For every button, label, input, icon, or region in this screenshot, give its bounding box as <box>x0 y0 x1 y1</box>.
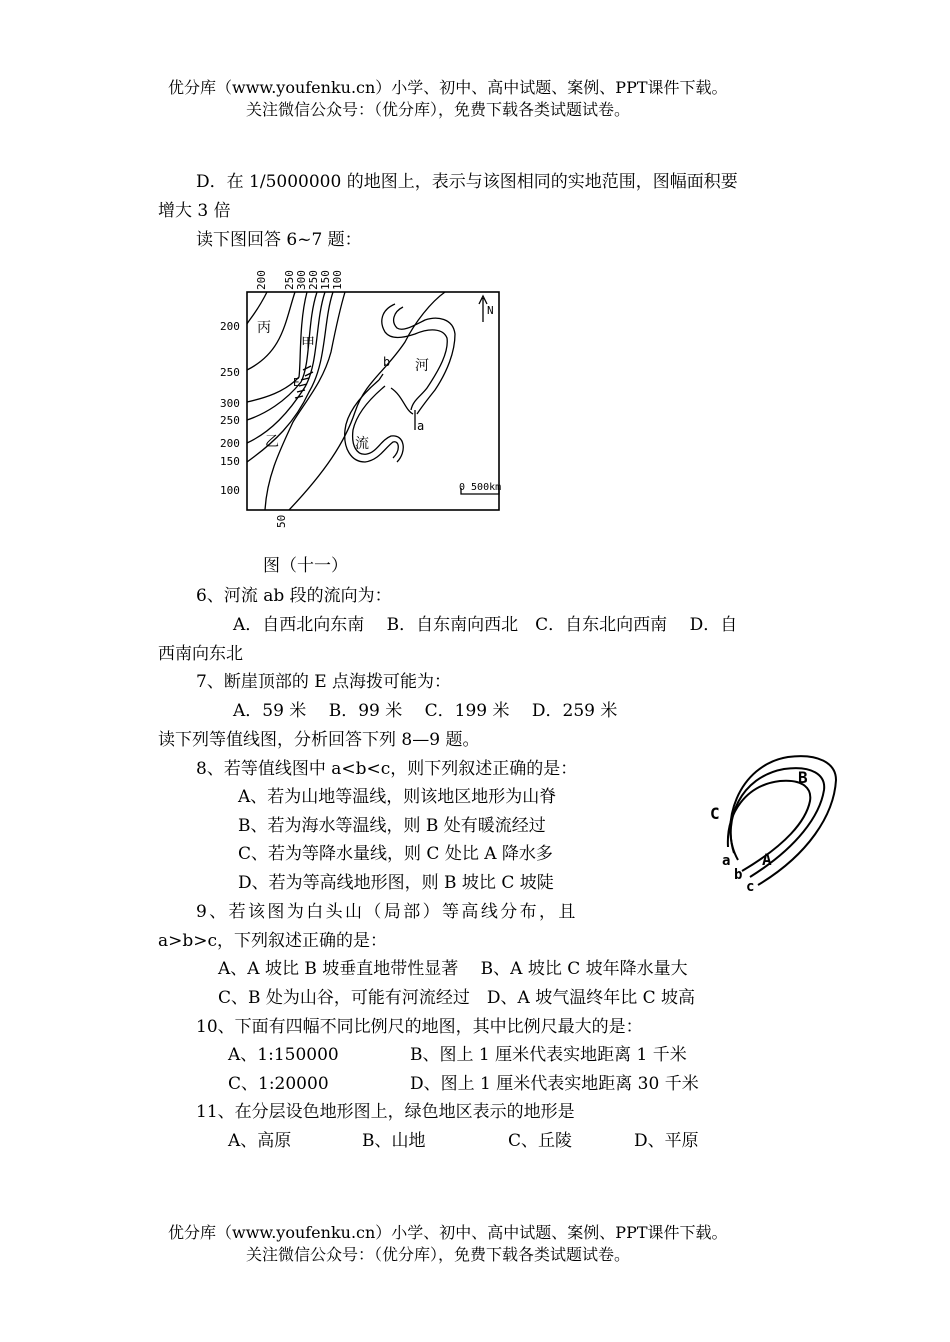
topographic-map-figure <box>215 262 525 532</box>
q10-stem: 10、下面有四幅不同比例尺的地图，其中比例尺最大的是： <box>196 1017 643 1037</box>
label-C: C <box>710 804 720 823</box>
river-label-he: 河 <box>415 358 429 374</box>
north-label: N <box>487 304 494 317</box>
place-jia: 甲 <box>301 336 315 352</box>
q6-options: A．自西北向东南 B．自东南向西北 C．自东北向西南 D．自 <box>233 615 738 635</box>
place-yi: 乙 <box>265 434 279 450</box>
q9-stem-line2: a>b>c，下列叙述正确的是： <box>158 931 388 951</box>
q5-option-d-line1: D．在 1/5000000 的地图上，表示与该图相同的实地范围，图幅面积要 <box>196 172 738 192</box>
isolines <box>728 756 836 885</box>
river-bank-1 <box>382 304 447 410</box>
q5-option-d-line2: 增大 3 倍 <box>158 201 231 221</box>
line-label-b: b <box>734 867 743 883</box>
line-label-a: a <box>722 853 731 869</box>
left-label-5: 200 <box>220 437 240 450</box>
contour-50 <box>289 292 445 510</box>
header-line-1: 优分库（www.youfenku.cn）小学、初中、高中试题、案例、PPT课件下载。 <box>168 78 728 97</box>
map-top-labels <box>255 270 344 290</box>
q11-option-d: D、平原 <box>634 1131 699 1151</box>
q10-option-a: A、1:150000 <box>228 1045 339 1065</box>
north-arrow <box>479 296 487 322</box>
q6-stem: 6、河流 ab 段的流向为： <box>196 586 392 606</box>
read-8-9-instruction: 读下列等值线图，分析回答下列 8—9 题。 <box>158 730 480 750</box>
river-label-liu: 流 <box>355 436 369 452</box>
q11-option-b: B、山地 <box>362 1131 426 1151</box>
q8-option-b: B、若为海水等温线，则 B 处有暖流经过 <box>238 816 546 836</box>
q8-stem: 8、若等值线图中 a<b<c，则下列叙述正确的是： <box>196 759 578 779</box>
top-label-4: 250 <box>307 270 320 290</box>
q11-stem: 11、在分层设色地形图上，绿色地区表示的地形是 <box>196 1102 575 1122</box>
place-bing: 丙 <box>257 320 271 336</box>
map-contours <box>247 292 502 510</box>
q10-option-c: C、1:20000 <box>228 1074 329 1094</box>
footer-line-1: 优分库（www.youfenku.cn）小学、初中、高中试题、案例、PPT课件下载。 <box>168 1223 728 1242</box>
left-label-4: 250 <box>220 414 240 427</box>
q6-options-cont: 西南向东北 <box>158 644 243 664</box>
left-label-6: 150 <box>220 455 240 468</box>
read-6-7-instruction: 读下图回答 6~7 题： <box>196 230 362 250</box>
q7-options: A．59 米 B．99 米 C．199 米 D．259 米 <box>233 701 618 721</box>
top-label-5: 150 <box>319 270 332 290</box>
label-A: A <box>762 850 772 869</box>
point-E-label: E <box>293 376 300 389</box>
q7-stem: 7、断崖顶部的 E 点海拨可能为： <box>196 672 452 692</box>
top-label-6: 100 <box>331 270 344 290</box>
q8-option-a: A、若为山地等温线，则该地区地形为山脊 <box>238 787 557 807</box>
q11-option-a: A、高原 <box>228 1131 292 1151</box>
q10-option-b: B、图上 1 厘米代表实地距离 1 千米 <box>410 1045 687 1065</box>
q9-stem-line1: 9、若该图为白头山（局部）等高线分布，且 <box>196 902 578 922</box>
scale-label: 0 500km <box>459 482 502 493</box>
left-label-2: 250 <box>220 366 240 379</box>
left-label-1: 200 <box>220 320 240 333</box>
q8-option-c: C、若为等降水量线，则 C 处比 A 降水多 <box>238 844 553 864</box>
river-bank-2 <box>345 380 399 462</box>
label-B: B <box>798 768 808 787</box>
figure-caption: 图（十一） <box>263 556 348 576</box>
left-label-3: 300 <box>220 397 240 410</box>
bottom-label: 50 <box>275 514 288 528</box>
q9-options-ab: A、A 坡比 B 坡垂直地带性显著 B、A 坡比 C 坡年降水量大 <box>218 959 688 979</box>
header-line-2: 关注微信公众号：（优分库），免费下载各类试题试卷。 <box>246 100 631 119</box>
point-a-label: a <box>417 419 425 433</box>
q8-option-d: D、若为等高线地形图，则 B 坡比 C 坡陡 <box>238 873 554 893</box>
footer-line-2: 关注微信公众号：（优分库），免费下载各类试题试卷。 <box>246 1245 631 1264</box>
q9-options-cd: C、B 处为山谷，可能有河流经过 D、A 坡气温终年比 C 坡高 <box>218 988 696 1008</box>
map-left-labels <box>220 320 240 497</box>
left-label-7: 100 <box>220 484 240 497</box>
q10-option-d: D、图上 1 厘米代表实地距离 30 千米 <box>410 1074 699 1094</box>
line-label-c: c <box>746 879 755 895</box>
q11-option-c: C、丘陵 <box>508 1131 573 1151</box>
top-label-1: 200 <box>255 270 268 290</box>
point-b-label: b <box>383 355 391 369</box>
top-label-2: 250 <box>283 270 296 290</box>
top-label-3: 300 <box>295 270 308 290</box>
isoline-figure <box>688 735 848 900</box>
